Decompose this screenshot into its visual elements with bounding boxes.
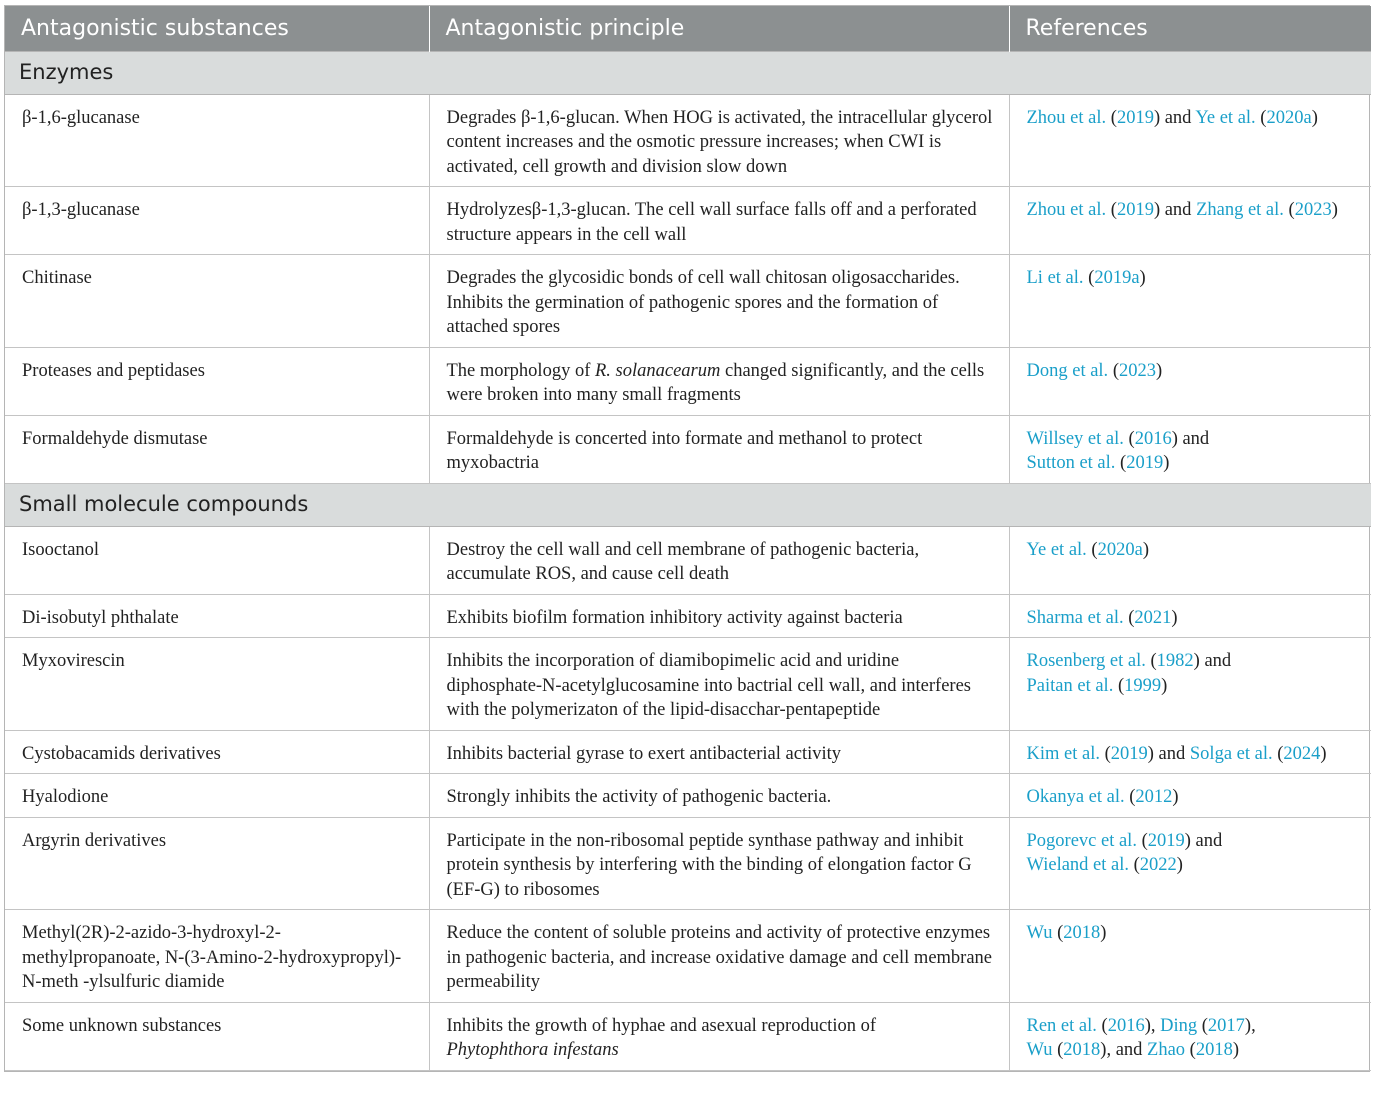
text-run: ( xyxy=(1052,1040,1064,1060)
text-run: ) xyxy=(1172,787,1179,807)
reference-link[interactable]: 2019 xyxy=(1116,107,1154,128)
reference-link[interactable]: 2016 xyxy=(1107,1015,1145,1036)
reference-link[interactable]: Wu xyxy=(1026,1040,1053,1060)
table-row xyxy=(5,94,1371,187)
references-cell xyxy=(1009,94,1371,187)
text-run: Reduce the content of soluble proteins and activity of protective enzymes in pathogenic bacteria, and increase oxidative damage and cell membrane permeability xyxy=(446,923,992,992)
table-header-row xyxy=(5,6,1371,51)
text-run: ) xyxy=(1139,268,1146,288)
text-run: ( xyxy=(1083,268,1095,288)
reference-link[interactable]: Willsey et al. xyxy=(1026,428,1124,449)
section-title: Enzymes xyxy=(5,51,1371,94)
references-cell xyxy=(1009,1002,1371,1070)
table-row xyxy=(5,526,1371,594)
principle-cell xyxy=(429,594,1009,638)
reference-link[interactable]: Ren et al. xyxy=(1026,1015,1097,1036)
principle-cell xyxy=(429,910,1009,1003)
reference-link[interactable]: Sutton et al. xyxy=(1026,453,1116,473)
text-run: ) xyxy=(1171,607,1178,628)
text-run: ) and xyxy=(1153,107,1196,128)
text-run: ) xyxy=(1331,200,1338,220)
table-row xyxy=(5,347,1371,415)
references-cell xyxy=(1009,594,1371,638)
substance-cell: Isooctanol xyxy=(5,526,429,594)
principle-cell xyxy=(429,347,1009,415)
substance-cell: Chitinase xyxy=(5,255,429,348)
text-run: ( xyxy=(1197,1015,1208,1036)
text-run: ( xyxy=(1283,200,1295,220)
text-run: ( xyxy=(1255,107,1267,128)
substance-cell: Myxovirescin xyxy=(5,638,429,731)
reference-link[interactable]: 2023 xyxy=(1294,200,1332,220)
table-row xyxy=(5,1002,1371,1070)
text-run: ), xyxy=(1244,1015,1256,1036)
text-run: ) and xyxy=(1153,200,1197,220)
reference-link[interactable]: Zhou et al. xyxy=(1026,107,1107,128)
reference-link[interactable]: Paitan et al. xyxy=(1026,675,1114,696)
text-run: ( xyxy=(1052,923,1064,943)
text-run: ), and xyxy=(1100,1040,1148,1060)
references-cell xyxy=(1009,730,1371,774)
substance-cell: Hyalodione xyxy=(5,774,429,818)
header-antagonistic-principle: Antagonistic principle xyxy=(429,6,1009,51)
references-cell xyxy=(1009,526,1371,594)
text-run: ), xyxy=(1144,1015,1161,1036)
reference-link[interactable]: 2019 xyxy=(1147,830,1185,851)
principle-cell xyxy=(429,526,1009,594)
substance-cell: Di-isobutyl phthalate xyxy=(5,594,429,638)
antagonistic-substances-table xyxy=(4,5,1370,1072)
section-header-row xyxy=(5,51,1371,94)
substance-cell: Formaldehyde dismutase xyxy=(5,415,429,483)
text-run: ) xyxy=(1320,743,1327,764)
principle-cell xyxy=(429,730,1009,774)
table-row xyxy=(5,415,1371,483)
substance-cell: Argyrin derivatives xyxy=(5,817,429,910)
reference-link[interactable]: Dong et al. xyxy=(1026,360,1109,381)
text-run: The morphology of xyxy=(446,360,595,381)
reference-link[interactable]: Wieland et al. xyxy=(1026,855,1129,875)
reference-link[interactable]: Zhang et al. xyxy=(1196,200,1284,220)
substance-cell: β-1,3-glucanase xyxy=(5,187,429,255)
text-run: ( xyxy=(1124,787,1136,807)
text-run: Formaldehyde is concerted into formate and methanol to protect myxobactria xyxy=(446,428,923,473)
reference-link[interactable]: 2018 xyxy=(1195,1040,1233,1060)
text-run: ( xyxy=(1123,428,1135,449)
text-run: ( xyxy=(1086,539,1098,560)
references-cell xyxy=(1009,415,1371,483)
text-run: ( xyxy=(1113,675,1125,696)
text-run: Destroy the cell wall and cell membrane of pathogenic bacteria, accumulate ROS, and cause cell death xyxy=(446,539,920,584)
reference-link[interactable]: 2020a xyxy=(1097,539,1143,560)
reference-link[interactable]: 2019 xyxy=(1126,453,1164,473)
text-run: ) xyxy=(1311,107,1318,128)
text-run: ) xyxy=(1176,855,1183,875)
text-run: Inhibits the growth of hyphae and asexual reproduction of xyxy=(446,1015,876,1036)
section-header-row xyxy=(5,483,1371,526)
text-run: Participate in the non-ribosomal peptide synthase pathway and inhibit protein synthesis by interfering with the binding of elongation factor G (EF-G) to ribosomes xyxy=(446,830,972,900)
substance-cell: Cystobacamids derivatives xyxy=(5,730,429,774)
reference-link[interactable]: Li et al. xyxy=(1026,268,1084,288)
text-run: ( xyxy=(1099,743,1111,764)
text-run: ) xyxy=(1155,360,1163,381)
principle-cell xyxy=(429,774,1009,818)
text-run: ) and xyxy=(1147,743,1190,764)
reference-link[interactable]: Zhou et al. xyxy=(1026,200,1107,220)
reference-link[interactable]: 2012 xyxy=(1135,787,1173,807)
text-run: ( xyxy=(1136,830,1148,851)
reference-link[interactable]: Zhao xyxy=(1147,1040,1186,1060)
table-row xyxy=(5,638,1371,731)
text-run: ) and xyxy=(1193,651,1232,671)
table-row xyxy=(5,910,1371,1003)
text-run: Hydrolyzesβ-1,3-glucan. The cell wall surface falls off and a perforated structure appears in the cell wall xyxy=(446,200,977,245)
reference-link[interactable]: 1999 xyxy=(1124,675,1162,696)
text-run: Degrades β-1,6-glucan. When HOG is activated, the intracellular glycerol content increases and the osmotic pressure increases; when CWI is activated, cell growth and division slow down xyxy=(446,107,993,177)
text-run: ( xyxy=(1123,607,1135,628)
text-run: ) xyxy=(1163,453,1170,473)
text-run: Strongly inhibits the activity of pathogenic bacteria. xyxy=(446,787,832,807)
reference-link[interactable]: Solga et al. xyxy=(1189,743,1273,764)
text-run: changed significantly, and the cells were broken into many small fragments xyxy=(446,360,985,405)
table-row xyxy=(5,730,1371,774)
text-run: ) and xyxy=(1184,830,1223,851)
table-row xyxy=(5,817,1371,910)
reference-link[interactable]: Wu xyxy=(1026,923,1053,943)
references-cell xyxy=(1009,347,1371,415)
header-references: References xyxy=(1009,6,1371,51)
text-run: ( xyxy=(1185,1040,1196,1060)
text-run: Inhibits the incorporation of diamibopimelic acid and uridine diphosphate-N-acetylglucosamine into bactrial cell wall, and interferes with the polymerizaton of the lipid-disacchar-pentapeptide xyxy=(446,651,971,720)
table-row xyxy=(5,594,1371,638)
reference-link[interactable]: 2022 xyxy=(1139,855,1177,875)
text-run: ( xyxy=(1106,200,1117,220)
table-row xyxy=(5,255,1371,348)
references-cell xyxy=(1009,638,1371,731)
reference-link[interactable]: 2020a xyxy=(1266,107,1312,128)
reference-link[interactable]: 2018 xyxy=(1063,1040,1101,1060)
references-cell xyxy=(1009,255,1371,348)
header-antagonistic-substances: Antagonistic substances xyxy=(5,6,429,51)
reference-link[interactable]: 1982 xyxy=(1156,651,1194,671)
references-cell xyxy=(1009,187,1371,255)
text-run: ( xyxy=(1145,651,1157,671)
reference-link[interactable]: Rosenberg et al. xyxy=(1026,651,1146,671)
table-body xyxy=(5,51,1371,1070)
text-run: ( xyxy=(1129,855,1140,875)
reference-link[interactable]: Ye et al. xyxy=(1195,107,1256,128)
text-run: ) xyxy=(1142,539,1149,560)
reference-link[interactable]: 2021 xyxy=(1134,607,1172,628)
table-row xyxy=(5,774,1371,818)
table-row xyxy=(5,187,1371,255)
reference-link[interactable]: Sharma et al. xyxy=(1026,607,1124,628)
text-run: ( xyxy=(1272,743,1284,764)
text-run: ( xyxy=(1108,360,1119,381)
references-cell xyxy=(1009,910,1371,1003)
reference-link[interactable]: 2016 xyxy=(1134,428,1172,449)
text-run: Exhibits biofilm formation inhibitory activity against bacteria xyxy=(446,607,903,628)
reference-link[interactable]: 2019 xyxy=(1116,200,1154,220)
principle-cell xyxy=(429,817,1009,910)
reference-link[interactable]: 2017 xyxy=(1207,1015,1245,1036)
text-run: ) xyxy=(1232,1040,1240,1060)
principle-cell xyxy=(429,638,1009,731)
principle-cell xyxy=(429,255,1009,348)
text-run: Inhibits bacterial gyrase to exert antibacterial activity xyxy=(446,743,841,764)
reference-link[interactable]: Ye et al. xyxy=(1026,539,1087,560)
substance-cell: Proteases and peptidases xyxy=(5,347,429,415)
italic-text: R. solanacearum xyxy=(595,360,721,381)
text-run: ) xyxy=(1100,923,1107,943)
principle-cell xyxy=(429,415,1009,483)
text-run: Degrades the glycosidic bonds of cell wall chitosan oligosaccharides. Inhibits the germination of pathogenic spores and the formation of attached spores xyxy=(446,268,960,337)
reference-link[interactable]: 2023 xyxy=(1118,360,1156,381)
text-run: ( xyxy=(1115,453,1127,473)
reference-link[interactable]: Kim et al. xyxy=(1026,743,1100,764)
reference-link[interactable]: 2024 xyxy=(1283,743,1321,764)
substance-cell: Methyl(2R)-2-azido-3-hydroxyl-2-methylpropanoate, N-(3-Amino-2-hydroxypropyl)-N-meth -ylsulfuric diamide xyxy=(5,910,429,1003)
text-run: ) xyxy=(1161,675,1168,696)
references-cell xyxy=(1009,774,1371,818)
reference-link[interactable]: 2019 xyxy=(1110,743,1148,764)
principle-cell xyxy=(429,187,1009,255)
substance-cell: Some unknown substances xyxy=(5,1002,429,1070)
references-cell xyxy=(1009,817,1371,910)
text-run: ) and xyxy=(1171,428,1210,449)
principle-cell xyxy=(429,1002,1009,1070)
text-run: ( xyxy=(1096,1015,1108,1036)
reference-link[interactable]: 2019a xyxy=(1094,268,1140,288)
reference-link[interactable]: Pogorevc et al. xyxy=(1026,830,1137,851)
principle-cell xyxy=(429,94,1009,187)
reference-link[interactable]: Ding xyxy=(1160,1015,1198,1036)
substance-cell: β-1,6-glucanase xyxy=(5,94,429,187)
text-run: ( xyxy=(1106,107,1117,128)
italic-text: Phytophthora infestans xyxy=(446,1040,619,1060)
section-title: Small molecule compounds xyxy=(5,483,1371,526)
reference-link[interactable]: Okanya et al. xyxy=(1026,787,1125,807)
reference-link[interactable]: 2018 xyxy=(1063,923,1101,943)
